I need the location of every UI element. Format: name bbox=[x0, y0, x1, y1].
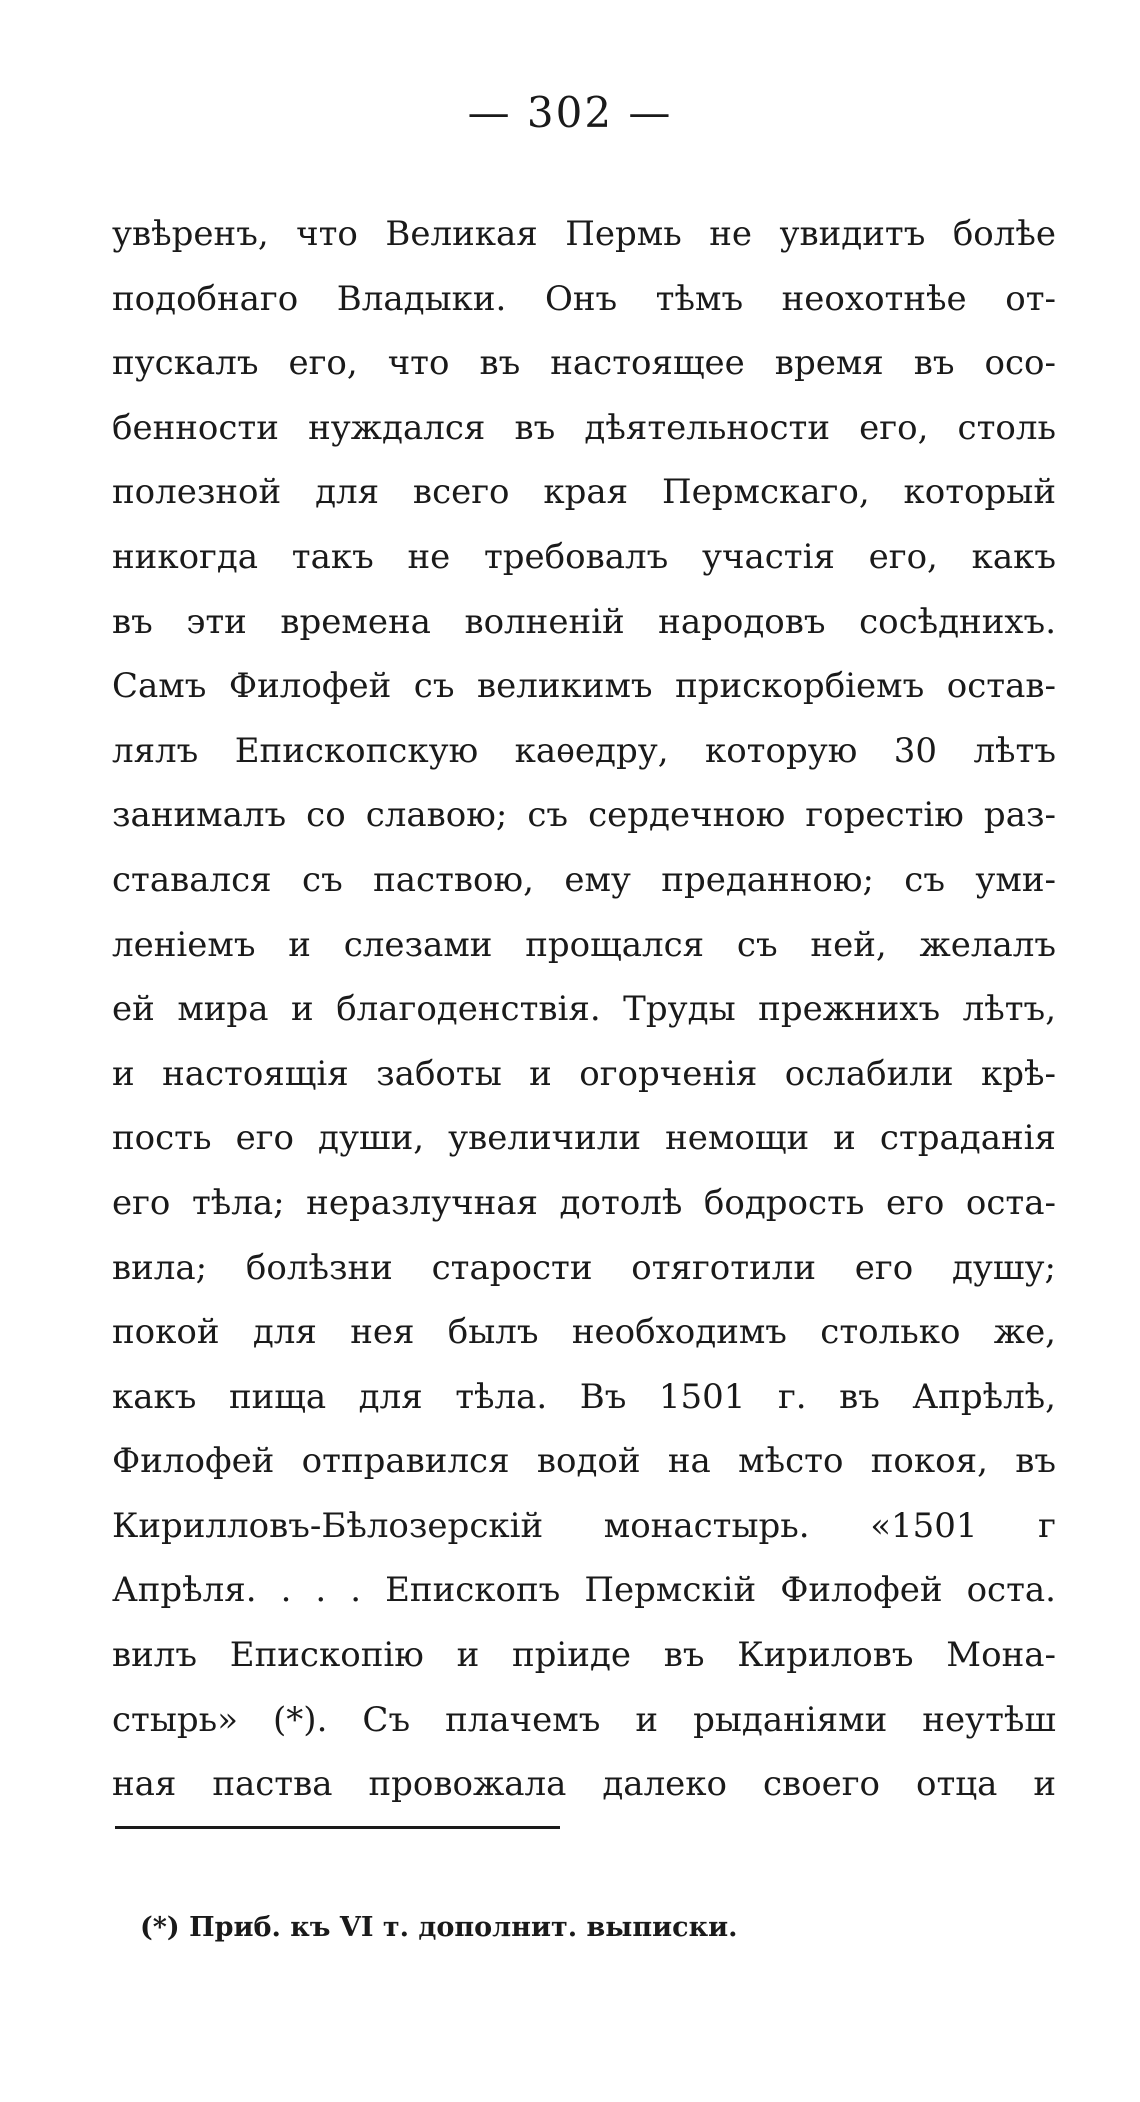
text-line: Кирилловъ-Бѣлозерскій монастырь. «1501 г bbox=[112, 1505, 1056, 1546]
text-line: занималъ со славою; съ сердечною горестію раз- bbox=[112, 795, 1056, 836]
footnote: (*) Приб. къ VI т. дополнит. выписки. bbox=[140, 1912, 738, 1943]
page-number: — 302 — bbox=[467, 88, 673, 137]
text-line: какъ пища для тѣла. Въ 1501 г. въ Апрѣлѣ, bbox=[112, 1376, 1056, 1417]
text-line: его тѣла; неразлучная дотолѣ бодрость его оста- bbox=[112, 1182, 1056, 1223]
text-line: Самъ Филофей съ великимъ прискорбіемъ остав- bbox=[112, 666, 1056, 707]
text-line: Филофей отправился водой на мѣсто покоя, въ bbox=[112, 1441, 1056, 1482]
text-line: вилъ Епископію и пріиде въ Кириловъ Мона- bbox=[112, 1635, 1056, 1676]
text-line: Апрѣля. . . . Епископъ Пермскій Филофей оста. bbox=[112, 1570, 1056, 1611]
body-text bbox=[112, 202, 1056, 1817]
text-line: пость его души, увеличили немощи и страданія bbox=[112, 1118, 1056, 1159]
text-line: бенности нуждался въ дѣятельности его, столь bbox=[112, 407, 1056, 448]
footnote-divider bbox=[115, 1826, 560, 1829]
text-line: полезной для всего края Пермскаго, который bbox=[112, 472, 1056, 513]
text-line: никогда такъ не требовалъ участія его, какъ bbox=[112, 536, 1056, 577]
text-line: ная паства провожала далеко своего отца и bbox=[112, 1764, 1056, 1805]
text-line: леніемъ и слезами прощался съ ней, желалъ bbox=[112, 924, 1056, 965]
text-line: увѣренъ, что Великая Пермь не увидитъ болѣе bbox=[112, 214, 1056, 254]
text-line: подобнаго Владыки. Онъ тѣмъ неохотнѣе от- bbox=[112, 278, 1056, 319]
text-line: лялъ Епископскую каѳедру, которую 30 лѣтъ bbox=[112, 730, 1056, 771]
text-line: и настоящія заботы и огорченія ослабили крѣ- bbox=[112, 1053, 1056, 1094]
text-line: ей мира и благоденствія. Труды прежнихъ лѣтъ, bbox=[112, 989, 1056, 1030]
text-line: покой для нея былъ необходимъ столько же, bbox=[112, 1312, 1056, 1353]
text-line: въ эти времена волненій народовъ сосѣднихъ. bbox=[112, 601, 1056, 642]
text-line: ставался съ паствою, ему преданною; съ уми- bbox=[112, 859, 1056, 900]
text-line: пускалъ его, что въ настоящее время въ осо- bbox=[112, 343, 1056, 384]
text-line: стырь» (*). Съ плачемъ и рыданіями неутѣш bbox=[112, 1699, 1056, 1740]
text-line: вила; болѣзни старости отяготили его душу; bbox=[112, 1247, 1056, 1288]
